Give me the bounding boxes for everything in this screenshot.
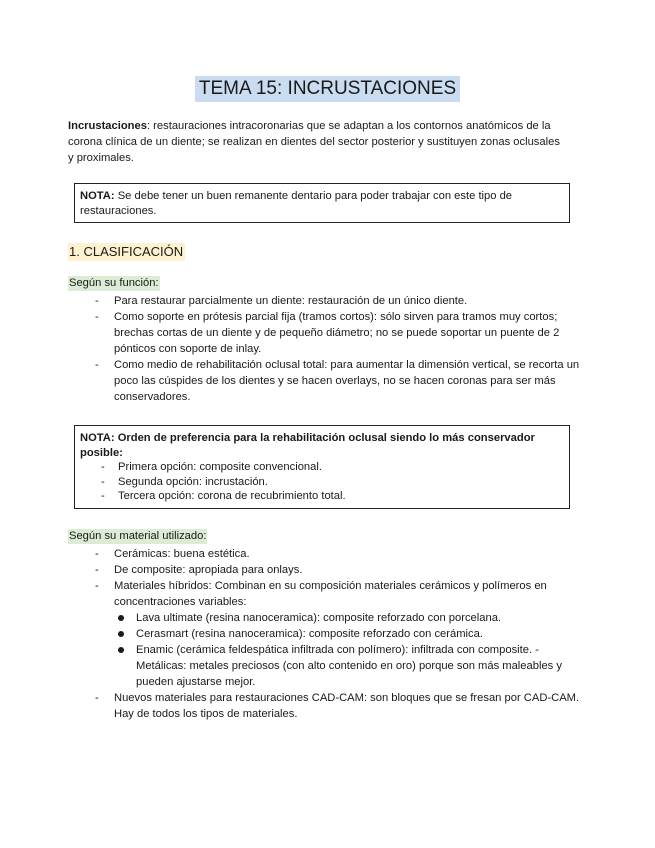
list-item: Enamic (cerámica feldespática infiltrada con polímero): infiltrada con composite. - Metálicas: metales preciosos (con alto contenido en oro) porque son más maleables y pueden ajustarse mejor.: [114, 642, 588, 690]
list-item: - Cerámicas: buena estética.: [68, 546, 588, 562]
list-item: [68, 578, 588, 690]
function-list-container: [68, 293, 588, 405]
note-box-remanente: [74, 183, 570, 223]
note-box-preference: [74, 425, 570, 509]
list-item: - Primera opción: composite convencional.: [80, 460, 563, 475]
intro-text: : restauraciones intracoronarias que se adaptan a los contornos anatómicos de la corona clínica de un diente; se realizan en dientes del sector posterior y sustituyen zonas oclusales y proximales.: [68, 120, 560, 164]
list-item: - Como medio de rehabilitación oclusal total: para aumentar la dimensión vertical, se recorta un poco las cúspides de los dientes y se hacen overlays, no se hacen coronas para ser más conservadores.: [68, 357, 588, 405]
note1-text: Se debe tener un buen remanente dentario para poder trabajar con este tipo de restauraciones.: [80, 190, 513, 217]
intro-term: Incrustaciones: [68, 120, 147, 132]
section-heading-clasificacion: 1. CLASIFICACIÓN: [69, 244, 184, 259]
list-item: - Para restaurar parcialmente un diente: restauración de un único diente.: [68, 293, 588, 309]
list-item: - Segunda opción: incrustación.: [80, 475, 563, 490]
list-item: - De composite: apropiada para onlays.: [68, 562, 588, 578]
material-list: [68, 546, 588, 722]
list-item: - Tercera opción: corona de recubrimiento total.: [80, 489, 563, 504]
subheading-material: Según su material utilizado:: [69, 530, 207, 542]
subheading-function: Según su función:: [69, 277, 159, 289]
hybrid-list: [114, 610, 588, 690]
list-item: - Nuevos materiales para restauraciones CAD-CAM: son bloques que se fresan por CAD-CAM. Hay de todos los tipos de materiales.: [68, 690, 588, 722]
title-wrapper: [0, 76, 655, 102]
note2-heading: NOTA: Orden de preferencia para la rehabilitación oclusal siendo lo más conservador posible:: [80, 432, 535, 459]
note2-list: [80, 460, 563, 504]
material-list-container: [68, 546, 588, 722]
note1-label: NOTA:: [80, 190, 115, 202]
hybrid-materials-text: Materiales híbridos: Combinan en su composición materiales cerámicos y polímeros en concentraciones variables:: [114, 580, 547, 608]
page-title: TEMA 15: INCRUSTACIONES: [195, 76, 460, 102]
list-item: Lava ultimate (resina nanoceramica): composite reforzado con porcelana.: [114, 610, 588, 626]
list-item: - Como soporte en prótesis parcial fija (tramos cortos): sólo sirven para tramos muy cortos; brechas cortas de un diente y de pequeño diámetro; no se puede soportar un puente de 2 pónticos con soporte de inlay.: [68, 309, 588, 357]
list-item: Cerasmart (resina nanoceramica): composite reforzado con cerámica.: [114, 626, 588, 642]
intro-paragraph: [68, 118, 568, 166]
function-list: [68, 293, 588, 405]
